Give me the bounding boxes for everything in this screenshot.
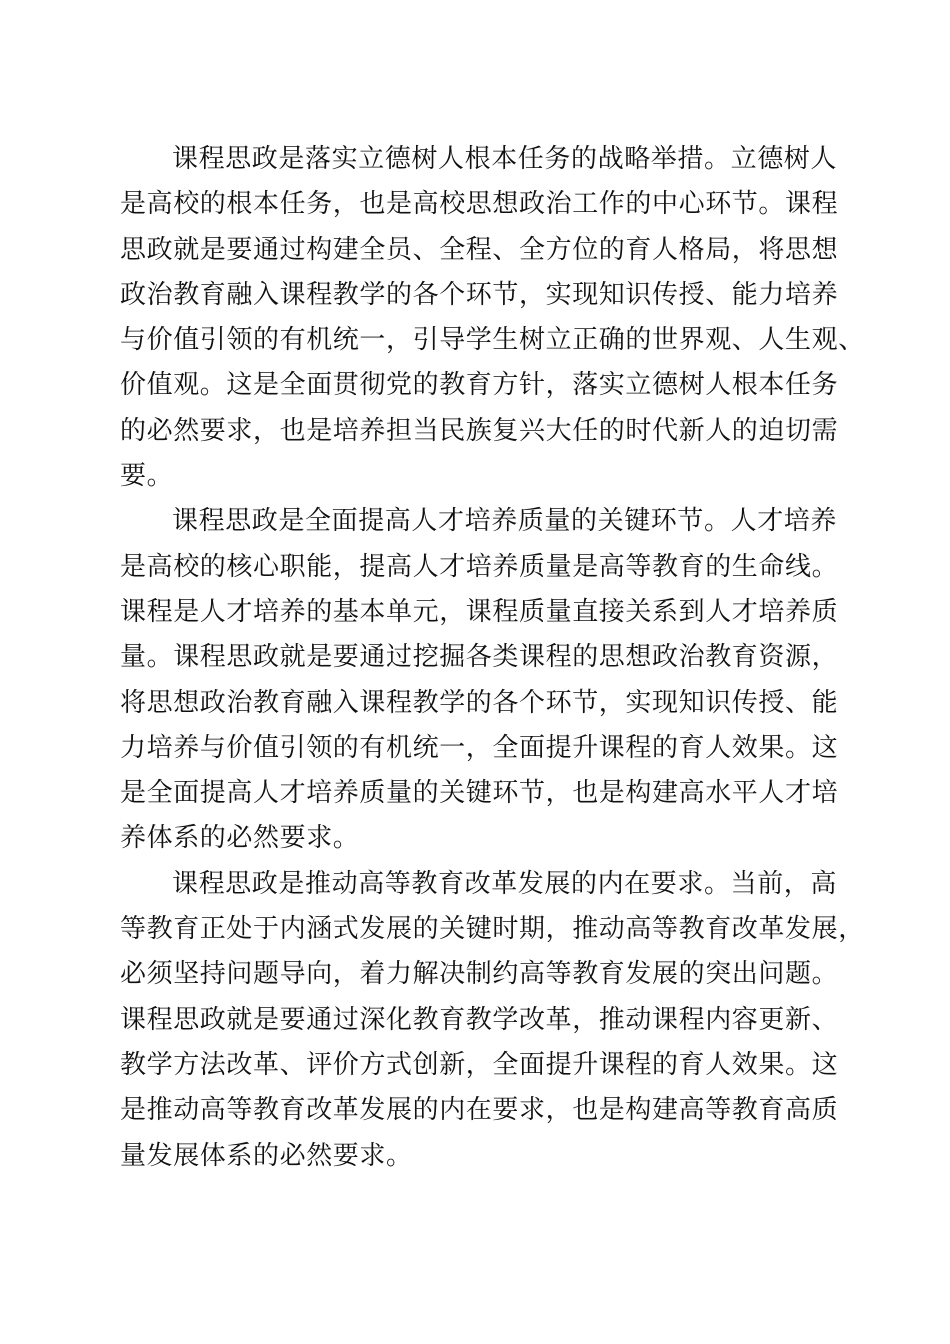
paragraph-line: 课程思政就是要通过深化教育教学改革，推动课程内容更新、 [120, 1004, 839, 1035]
paragraph-line: 量发展体系的必然要求。 [120, 1140, 413, 1171]
paragraph-line: 量。课程思政就是要通过挖掘各类课程的思想政治教育资源， [120, 642, 839, 673]
paragraph-line: 的必然要求，也是培养担当民族复兴大任的时代新人的迫切需 [120, 415, 839, 446]
paragraph-line: 课程思政是全面提高人才培养质量的关键环节。人才培养 [172, 506, 838, 537]
paragraph-line: 课程是人才培养的基本单元，课程质量直接关系到人才培养质 [120, 596, 839, 627]
document-body [120, 137, 865, 1179]
paragraph-1 [120, 137, 865, 499]
paragraph-line: 是高校的核心职能，提高人才培养质量是高等教育的生命线。 [120, 551, 839, 582]
paragraph-line: 课程思政是推动高等教育改革发展的内在要求。当前，高 [172, 868, 838, 899]
paragraph-line: 思政就是要通过构建全员、全程、全方位的育人格局，将思想 [120, 234, 839, 265]
paragraph-line: 等教育正处于内涵式发展的关键时期，推动高等教育改革发展， [120, 914, 865, 945]
paragraph-line: 是高校的根本任务，也是高校思想政治工作的中心环节。课程 [120, 189, 839, 220]
paragraph-line: 与价值引领的有机统一，引导学生树立正确的世界观、人生观、 [120, 325, 865, 356]
paragraph-line: 价值观。这是全面贯彻党的教育方针，落实立德树人根本任务 [120, 370, 839, 401]
paragraph-line: 政治教育融入课程教学的各个环节，实现知识传授、能力培养 [120, 279, 839, 310]
paragraph-line: 课程思政是落实立德树人根本任务的战略举措。立德树人 [172, 144, 838, 174]
paragraph-line: 是全面提高人才培养质量的关键环节，也是构建高水平人才培 [120, 778, 839, 809]
paragraph-line: 是推动高等教育改革发展的内在要求，也是构建高等教育高质 [120, 1095, 839, 1126]
paragraph-line: 力培养与价值引领的有机统一，全面提升课程的育人效果。这 [120, 732, 839, 763]
paragraph-line: 必须坚持问题导向，着力解决制约高等教育发展的突出问题。 [120, 959, 839, 990]
paragraph-line: 养体系的必然要求。 [120, 823, 360, 854]
paragraph-2 [120, 499, 840, 861]
paragraph-line: 要。 [120, 461, 174, 492]
paragraph-line: 教学方法改革、评价方式创新，全面提升课程的育人效果。这 [120, 1049, 839, 1080]
paragraph-line: 将思想政治教育融入课程教学的各个环节，实现知识传授、能 [120, 687, 839, 718]
paragraph-3 [120, 862, 865, 1179]
